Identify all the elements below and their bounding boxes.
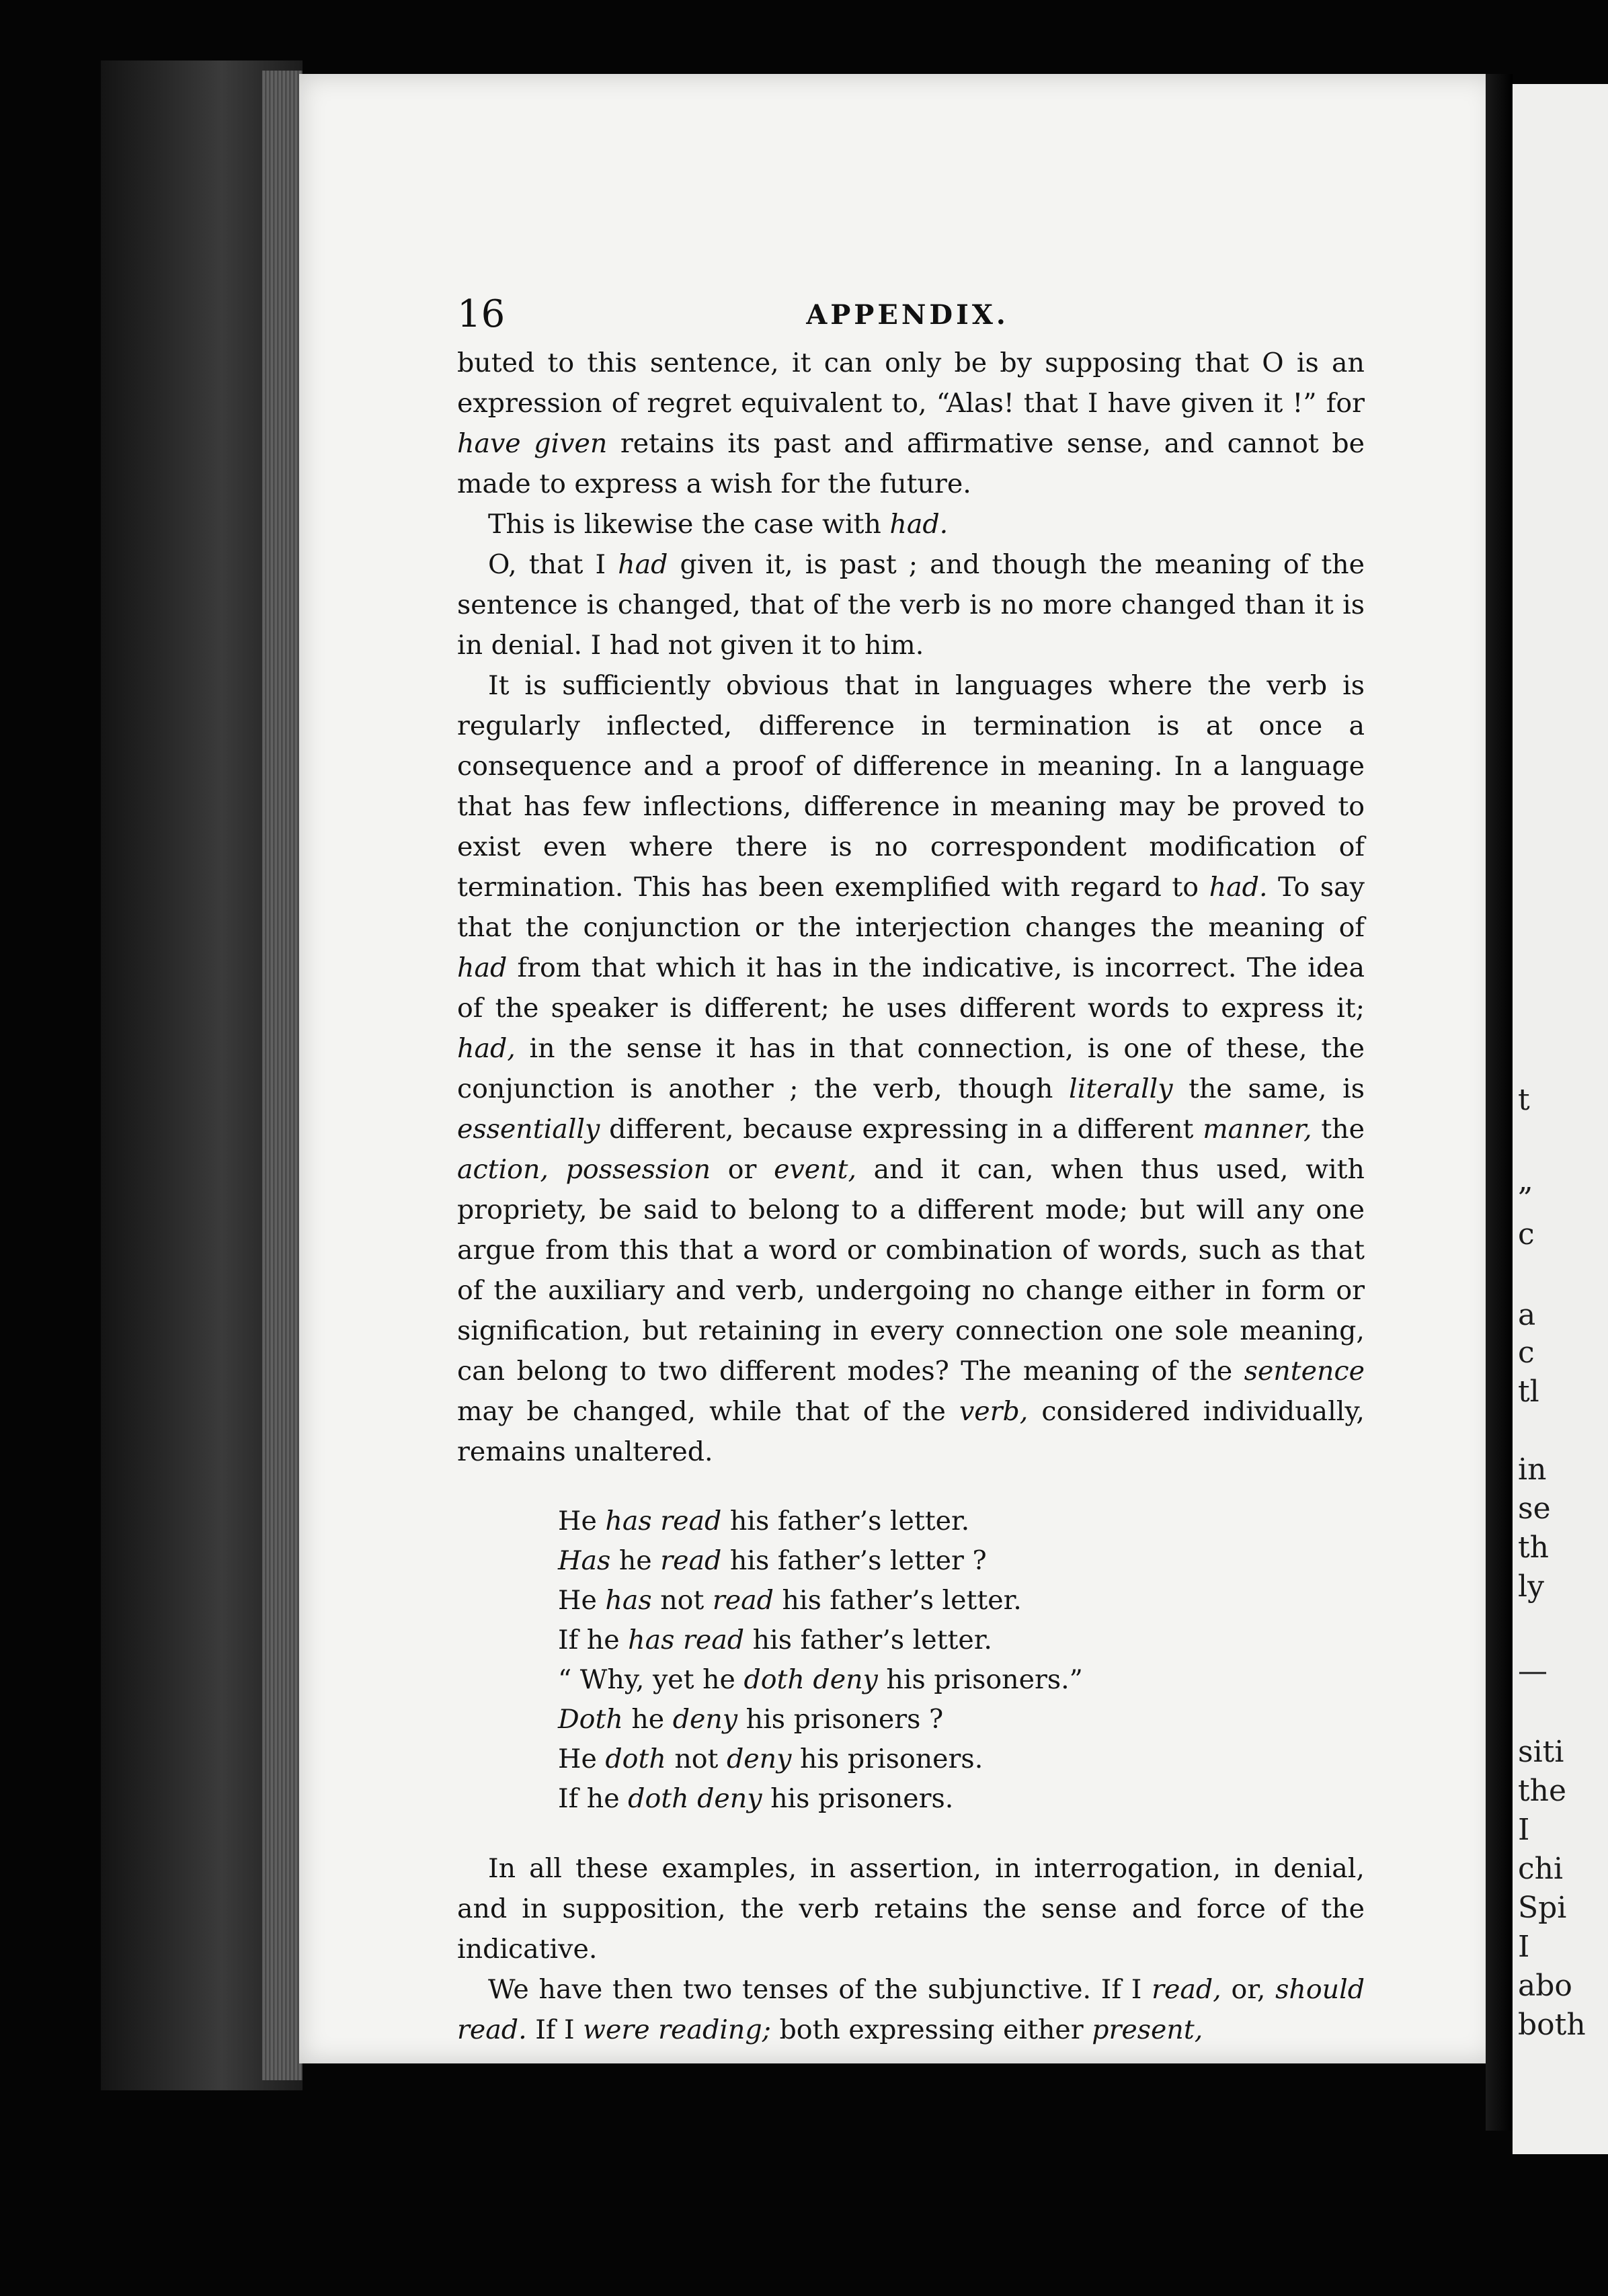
- facing-fragment: both: [1518, 2008, 1586, 2042]
- facing-fragment: I: [1518, 1930, 1530, 1964]
- page-header: [457, 292, 1358, 346]
- facing-fragment: abo: [1518, 1969, 1572, 2003]
- facing-fragment: ly: [1518, 1569, 1544, 1604]
- facing-fragment: t: [1518, 1083, 1530, 1117]
- page-body: [457, 343, 1365, 2050]
- facing-fragment: se: [1518, 1491, 1551, 1526]
- example-line: He has not read his father’s letter.: [558, 1585, 1022, 1616]
- example-line: “ Why, yet he doth deny his prisoners.”: [558, 1664, 1083, 1695]
- page-edges: [262, 71, 303, 2080]
- paragraph: In all these examples, in assertion, in interrogation, in denial, and in supposition, the verb retains the sense and force of the indicative.: [457, 1853, 1365, 1965]
- facing-fragment: siti: [1518, 1735, 1564, 1769]
- facing-fragment: —: [1518, 1654, 1547, 1688]
- facing-fragment: in: [1518, 1452, 1547, 1487]
- example-line: Doth he deny his prisoners ?: [558, 1704, 944, 1735]
- facing-page: [1513, 84, 1608, 2154]
- example-line: Has he read his father’s letter ?: [558, 1545, 987, 1576]
- book-page: [299, 74, 1496, 2063]
- page-number: 16: [457, 292, 506, 336]
- example-line: If he doth deny his prisoners.: [558, 1783, 954, 1814]
- paragraph: buted to this sentence, it can only be by supposing that O is an expression of regret equivalent to, “Alas! that I have given it !” for have given retains its past and affirmative sense, and cannot be made to express a wish for the future.: [457, 347, 1365, 499]
- facing-fragment: Spi: [1518, 1891, 1567, 1925]
- example-line: He doth not deny his prisoners.: [558, 1744, 983, 1774]
- example-list: [457, 1502, 1365, 1819]
- facing-fragment: a: [1518, 1298, 1536, 1332]
- facing-fragment: chi: [1518, 1852, 1564, 1886]
- facing-fragment: c: [1518, 1336, 1535, 1370]
- facing-fragment: the: [1518, 1774, 1567, 1808]
- facing-fragment: th: [1518, 1530, 1550, 1565]
- paragraph: O, that I had given it, is past ; and though the meaning of the sentence is changed, that of the verb is no more changed than it is in denial. I had not given it to him.: [457, 549, 1365, 661]
- running-head: APPENDIX.: [806, 299, 1009, 331]
- book-gutter: [1486, 74, 1513, 2131]
- paragraph: This is likewise the case with had.: [488, 509, 949, 540]
- example-line: He has read his father’s letter.: [558, 1506, 970, 1536]
- example-line: If he has read his father’s letter.: [558, 1625, 992, 1655]
- facing-fragment: „: [1518, 1163, 1533, 1198]
- facing-fragment: I: [1518, 1813, 1530, 1847]
- paragraph: We have then two tenses of the subjunctive. If I read, or, should read. If I were reading; both expressing either present,: [457, 1974, 1365, 2045]
- facing-fragment: tl: [1518, 1375, 1539, 1409]
- paragraph: It is sufficiently obvious that in languages where the verb is regularly inflected, difference in termination is at once a consequence and a proof of difference in meaning. In a language that has few inflections, difference in meaning may be proved to exist even where there is no correspondent modification of termination. This has been exemplified with regard to had. To say that the conjunction or the interjection changes the meaning of had from that which it has in the indicative, is incorrect. The idea of the speaker is different; he uses different words to express it; had, in the sense it has in that connection, is one of these, the conjunction is another ; the verb, though literally the same, is essentially different, because expressing in a different manner, the action, possession or event, and it can, when thus used, with propriety, be said to belong to a different mode; but will any one argue from this that a word or combination of words, such as that of the auxiliary and verb, undergoing no change either in form or signification, but retaining in every connection one sole meaning, can belong to two different modes? The meaning of the sentence may be changed, while that of the verb, considered individually, remains unaltered.: [457, 670, 1365, 1467]
- facing-fragment: c: [1518, 1217, 1535, 1252]
